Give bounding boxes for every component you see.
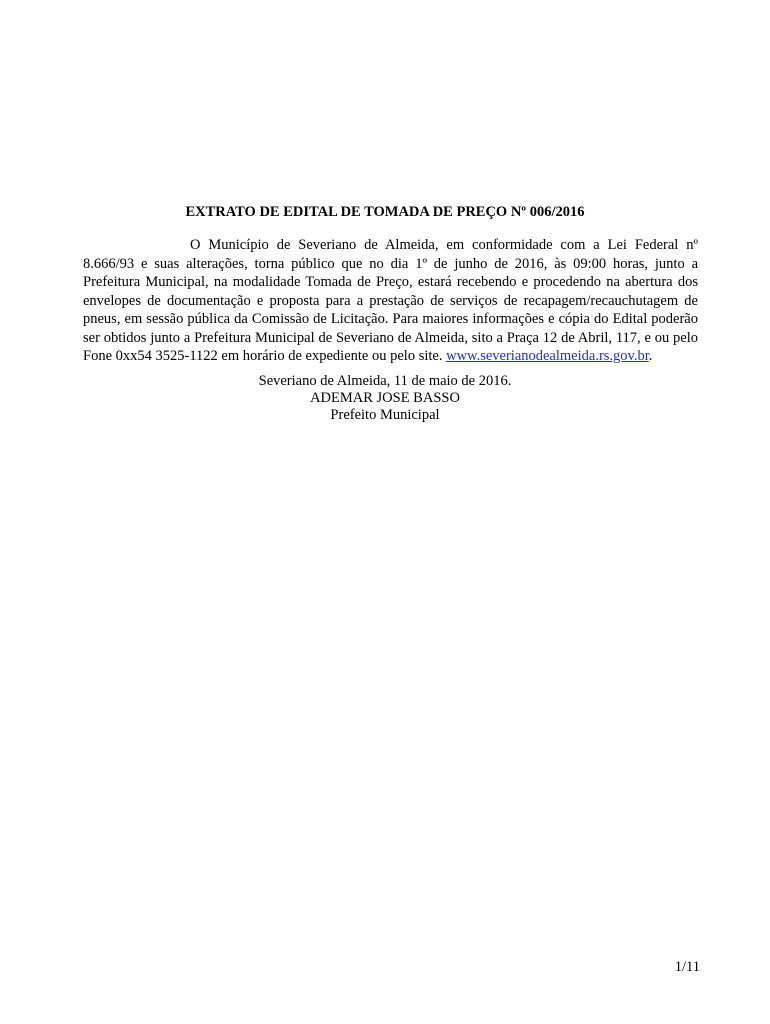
signature-date: Severiano de Almeida, 11 de maio de 2016. — [258, 373, 512, 389]
page-number: 1/11 — [674, 959, 700, 975]
signature-name: ADEMAR JOSE BASSO — [310, 390, 460, 406]
body-text-end: . — [648, 348, 653, 364]
body-text: O Município de Severiano de Almeida, em conformidade com a Lei Federal nº 8.666/93 e suas alterações, torna público que no dia 1º de junho de 2016, às 09:00 horas, junto a Prefeitura Municipal, na modalidade Tomada de Preço, estará recebendo e procedendo na abertura dos envelopes de documentação e proposta para a prestação de serviços de recapagem/recauchutagem de pneus, em sessão pública da Comissão de Licitação. Para maiores informações e cópia do Edital poderão ser obtidos junto a Prefeitura Municipal de Severiano de Almeida, sito a Praça 12 de Abril, 117, e ou pelo Fone 0xx54 3525-1122 em horário de expediente ou pelo site. — [83, 237, 698, 364]
signature-role: Prefeito Municipal — [330, 407, 440, 423]
website-link[interactable]: www.severianodealmeida.rs.gov.br — [446, 348, 649, 364]
body-paragraph — [83, 236, 698, 366]
document-title: EXTRATO DE EDITAL DE TOMADA DE PREÇO Nº 006/2016 — [185, 204, 585, 220]
